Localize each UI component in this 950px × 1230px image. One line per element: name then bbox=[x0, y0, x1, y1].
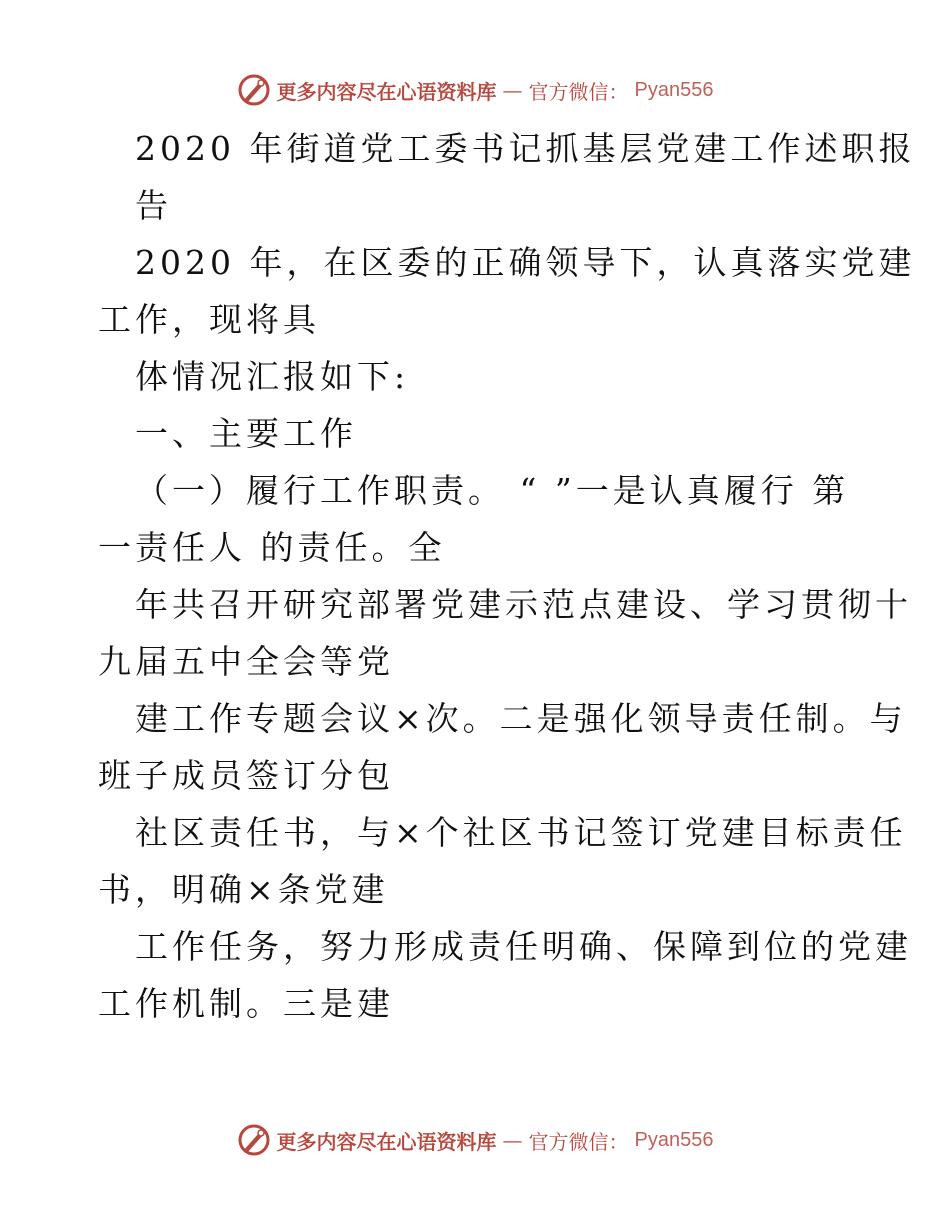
header-watermark bbox=[0, 70, 950, 110]
paragraph-line: 社区责任书，与×个社区书记签订党建目标责任 bbox=[135, 813, 907, 852]
paragraph-line: 工作任务，努力形成责任明确、保障到位的党建 bbox=[135, 927, 912, 966]
watermark-contact-id: Pyan556 bbox=[634, 1128, 714, 1151]
document-title-line-2: 告 bbox=[135, 186, 172, 225]
paragraph-line: 工作机制。三是建 bbox=[98, 984, 394, 1023]
watermark-contact-label: 官方微信： bbox=[528, 1129, 629, 1154]
document-body bbox=[98, 120, 916, 1032]
paragraph-line: 建工作专题会议×次。二是强化领导责任制。与 bbox=[135, 699, 907, 738]
pen-logo-icon bbox=[237, 1123, 271, 1157]
paragraph-line: 工作，现将具 bbox=[98, 300, 320, 339]
paragraph-line: 一责任人 的责任。全 bbox=[98, 528, 446, 567]
paragraph-line: （一）履行工作职责。 “ ”一是认真履行 第 bbox=[135, 471, 850, 510]
paragraph-line: 九届五中全会等党 bbox=[98, 642, 394, 681]
watermark-contact-label: 官方微信： bbox=[528, 79, 629, 104]
paragraph-line: 2020 年，在区委的正确领导下，认真落实党建 bbox=[135, 243, 916, 282]
pen-logo-icon bbox=[237, 73, 271, 107]
watermark-separator: — bbox=[502, 1128, 523, 1152]
watermark-contact-id: Pyan556 bbox=[634, 78, 714, 101]
watermark-brand: 更多内容尽在心语资料库 bbox=[276, 1129, 497, 1154]
paragraph-line: 年共召开研究部署党建示范点建设、学习贯彻十 bbox=[135, 585, 912, 624]
watermark-separator: — bbox=[502, 78, 523, 102]
watermark-brand: 更多内容尽在心语资料库 bbox=[276, 79, 497, 104]
footer-watermark bbox=[0, 1120, 950, 1160]
document-title-line-1: 2020 年街道党工委书记抓基层党建工作述职报 bbox=[135, 129, 916, 168]
paragraph-line: 班子成员签订分包 bbox=[98, 756, 394, 795]
section-heading: 一、主要工作 bbox=[135, 414, 357, 453]
paragraph-line: 书，明确×条党建 bbox=[98, 870, 389, 909]
paragraph-line: 体情况汇报如下: bbox=[135, 357, 410, 396]
